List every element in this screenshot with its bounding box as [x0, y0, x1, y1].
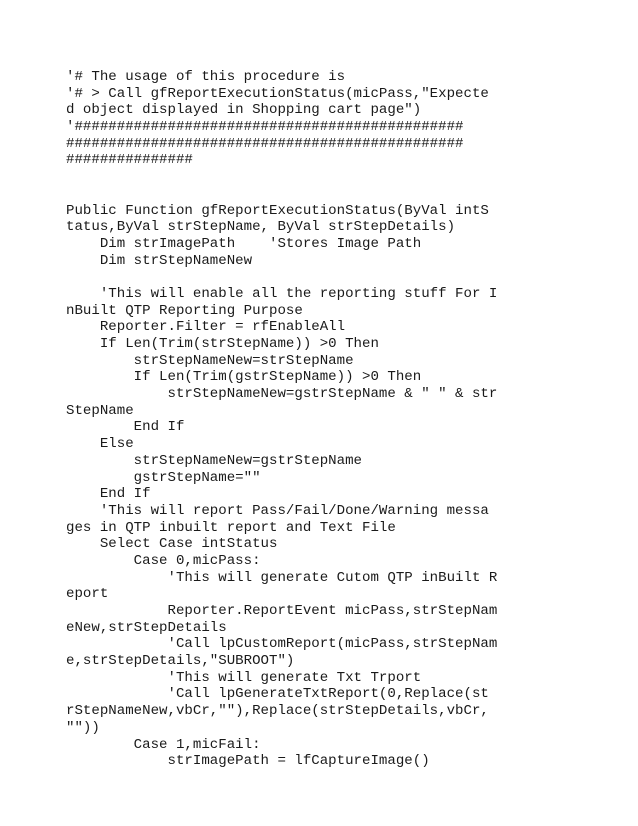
- code-line: d object displayed in Shopping cart page"): [66, 102, 422, 119]
- code-line: eNew,strStepDetails: [66, 619, 227, 636]
- code-line: rStepNameNew,vbCr,""),Replace(strStepDetails,vbCr,: [66, 703, 489, 720]
- code-line: 'This will generate Txt Trport: [66, 669, 422, 686]
- blank-line: [66, 186, 497, 203]
- code-line: Case 1,micFail:: [66, 736, 261, 753]
- code-line: Select Case intStatus: [66, 536, 278, 553]
- blank-line: [66, 169, 497, 186]
- blank-line: [66, 269, 497, 286]
- code-line: Case 0,micPass:: [66, 552, 261, 569]
- code-line: '# > Call gfReportExecutionStatus(micPass,"Expecte: [66, 85, 489, 102]
- code-line: If Len(Trim(gstrStepName)) >0 Then: [66, 369, 422, 386]
- code-line: 'This will generate Cutom QTP inBuilt R: [66, 569, 498, 586]
- code-line: strImagePath = lfCaptureImage(): [66, 753, 430, 770]
- code-listing: [66, 69, 497, 770]
- code-line: strStepNameNew=gstrStepName: [66, 452, 363, 469]
- code-line: nBuilt QTP Reporting Purpose: [66, 302, 303, 319]
- code-line: '##############################################: [66, 119, 464, 136]
- code-line: tatus,ByVal strStepName, ByVal strStepDetails): [66, 219, 456, 236]
- code-line: gstrStepName="": [66, 469, 261, 486]
- code-line: 'This will report Pass/Fail/Done/Warning messa: [66, 502, 489, 519]
- code-line: End If: [66, 419, 185, 436]
- code-line: eport: [66, 586, 109, 603]
- code-line: ###############################################: [66, 135, 464, 152]
- code-line: 'Call lpGenerateTxtReport(0,Replace(st: [66, 686, 489, 703]
- code-line: "")): [66, 719, 100, 736]
- code-line: If Len(Trim(strStepName)) >0 Then: [66, 336, 379, 352]
- code-line: Public Function gfReportExecutionStatus(ByVal intS: [66, 202, 489, 219]
- code-line: End If: [66, 486, 151, 503]
- code-line: strStepNameNew=strStepName: [66, 352, 354, 369]
- code-line: ###############: [66, 152, 193, 169]
- code-line: '# The usage of this procedure is: [66, 69, 346, 85]
- code-line: Reporter.Filter = rfEnableAll: [66, 319, 346, 336]
- code-line: ges in QTP inbuilt report and Text File: [66, 519, 396, 536]
- code-line: 'Call lpCustomReport(micPass,strStepNam: [66, 636, 498, 653]
- code-line: e,strStepDetails,"SUBROOT"): [66, 653, 295, 670]
- code-line: Dim strImagePath 'Stores Image Path: [66, 235, 422, 252]
- code-line: Dim strStepNameNew: [66, 252, 253, 269]
- code-line: 'This will enable all the reporting stuff For I: [66, 285, 498, 302]
- code-line: strStepNameNew=gstrStepName & " " & str: [66, 386, 498, 403]
- code-line: Else: [66, 436, 134, 453]
- code-line: StepName: [66, 402, 134, 419]
- code-line: Reporter.ReportEvent micPass,strStepNam: [66, 603, 498, 619]
